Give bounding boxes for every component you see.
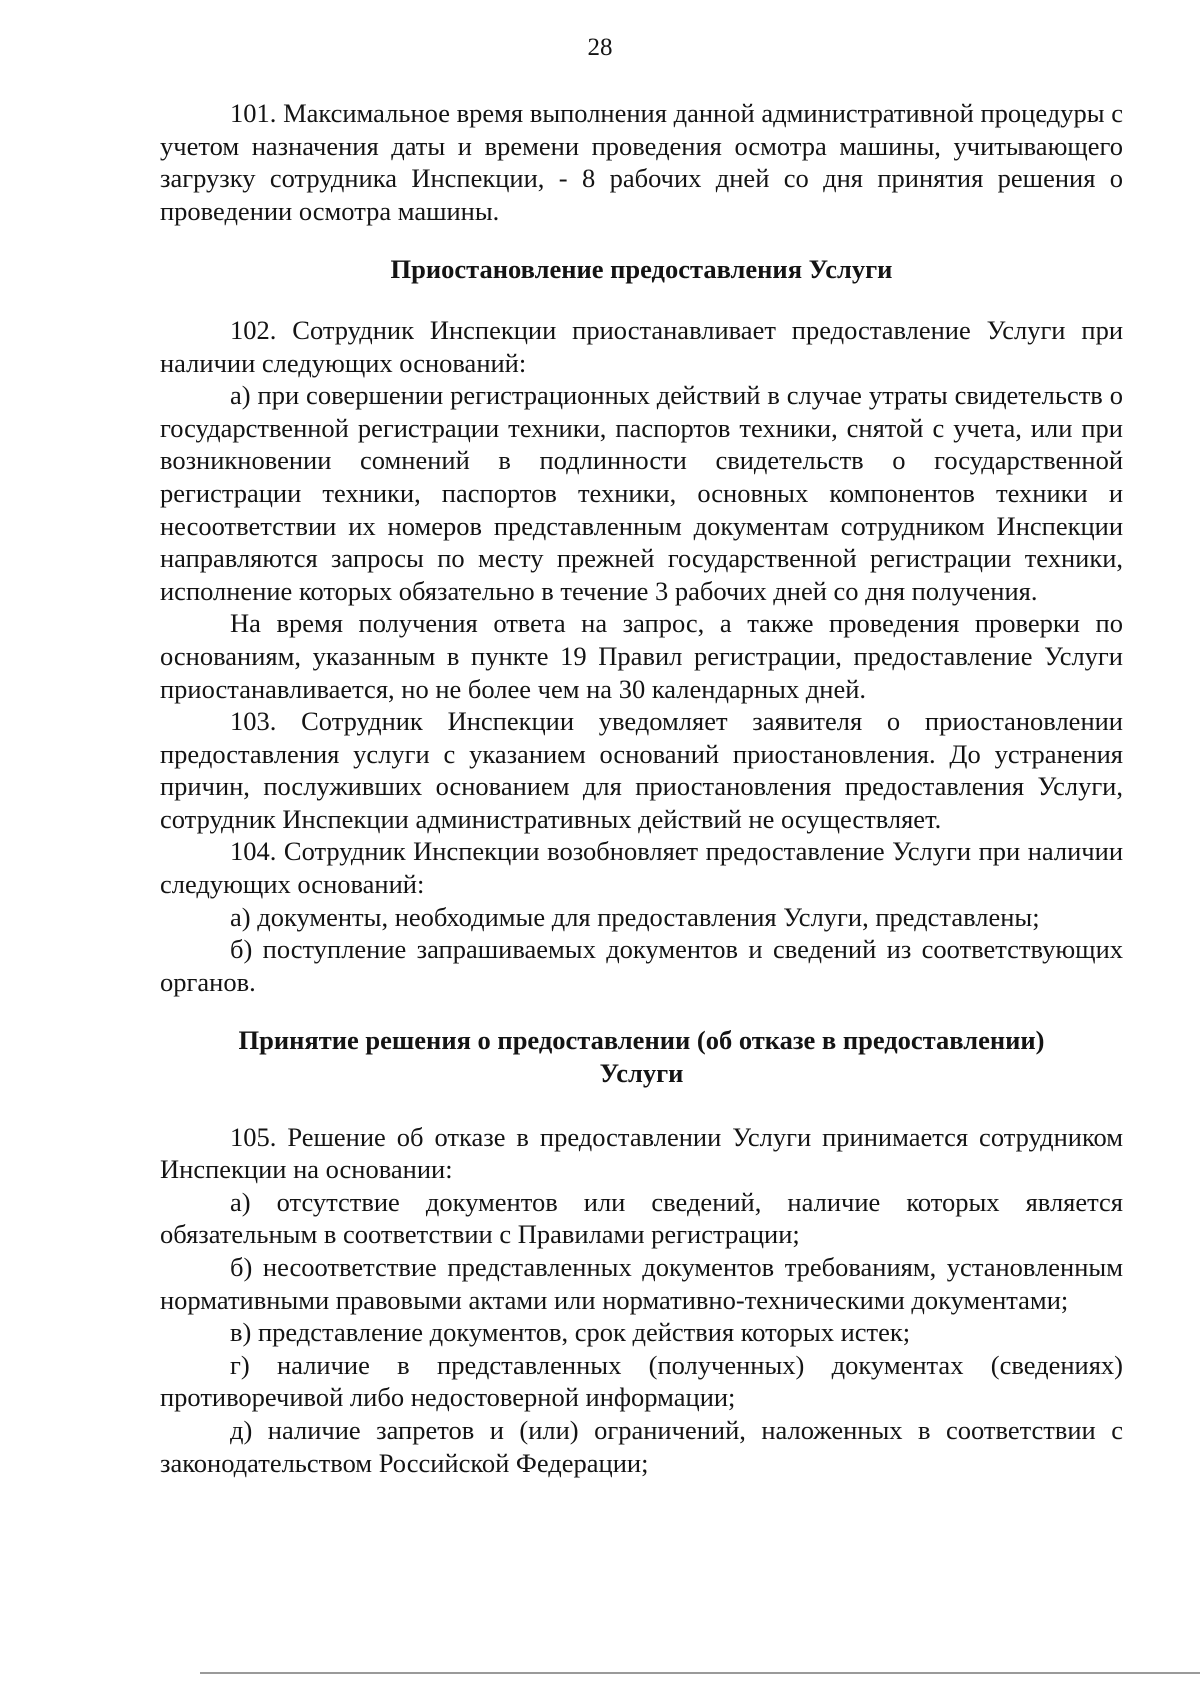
paragraph-104-a: а) документы, необходимые для предоставления Услуги, представлены; xyxy=(230,901,1040,932)
page-number: 28 xyxy=(587,34,613,61)
section-heading-suspension: Приостановление предоставления Услуги xyxy=(390,254,893,285)
paragraph-103: 103. Сотрудник Инспекции уведомляет заявителя о приостановлении предоставления услуги с указанием оснований приостановления. До устранения причин, послуживших основанием для приостановления предоставления Услуги, сотрудник Инспекции административных действий не осуществляет. xyxy=(160,706,1123,834)
paragraph-105-d: д) наличие запретов и (или) ограничений, наложенных в соответствии с законодательством Российской Федерации; xyxy=(160,1414,1123,1478)
scan-edge-line xyxy=(200,1672,1200,1674)
paragraph-105-b: б) несоответствие представленных документов требованиям, установленным нормативными правовыми актами или нормативно-техническими документами; xyxy=(160,1252,1123,1315)
paragraph-102-a: а) при совершении регистрационных действий в случае утраты свидетельств о государственной регистрации техники, паспортов техники, снятой с учета, или при возникновении сомнений в подлинности свидетельств о государственной регистрации техники, паспортов техники, основных компонентов техники и несоответствии их номеров представленным документам сотрудником Инспекции направляются запросы по месту прежней государственной регистрации техники, исполнение которых обязательно в течение 3 рабочих дней со дня получения. xyxy=(160,380,1123,606)
section-heading-decision xyxy=(160,1024,1123,1089)
paragraph-105: 105. Решение об отказе в предоставлении Услуги принимается сотрудником Инспекции на основании: xyxy=(160,1121,1123,1185)
paragraph-104-b: б) поступление запрашиваемых документов и сведений из соответствующих органов. xyxy=(160,934,1123,997)
section-heading-decision-line1: Принятие решения о предоставлении (об отказе в предоставлении) xyxy=(238,1025,1045,1056)
section-heading-decision-line2: Услуги xyxy=(599,1058,684,1089)
paragraph-105-g: г) наличие в представленных (полученных) документах (сведениях) противоречивой либо недостоверной информации; xyxy=(160,1349,1123,1413)
paragraph-105-a: а) отсутствие документов или сведений, наличие которых является обязательным в соответствии с Правилами регистрации; xyxy=(160,1186,1123,1250)
document-body xyxy=(160,97,1123,1479)
paragraph-105-v: в) представление документов, срок действия которых истек; xyxy=(230,1317,911,1348)
paragraph-104: 104. Сотрудник Инспекции возобновляет предоставление Услуги при наличии следующих оснований: xyxy=(160,836,1123,900)
paragraph-102: 102. Сотрудник Инспекции приостанавливает предоставление Услуги при наличии следующих оснований: xyxy=(160,314,1123,378)
paragraph-102-note: На время получения ответа на запрос, а также проведения проверки по основаниям, указанным в пункте 19 Правил регистрации, предоставление Услуги приостанавливается, но не более чем на 30 календарных дней. xyxy=(160,608,1123,704)
paragraph-101: 101. Максимальное время выполнения данной административной процедуры с учетом назначения даты и времени проведения осмотра машины, учитывающего загрузку сотрудника Инспекции, - 8 рабочих дней со дня принятия решения о проведении осмотра машины. xyxy=(160,98,1123,226)
